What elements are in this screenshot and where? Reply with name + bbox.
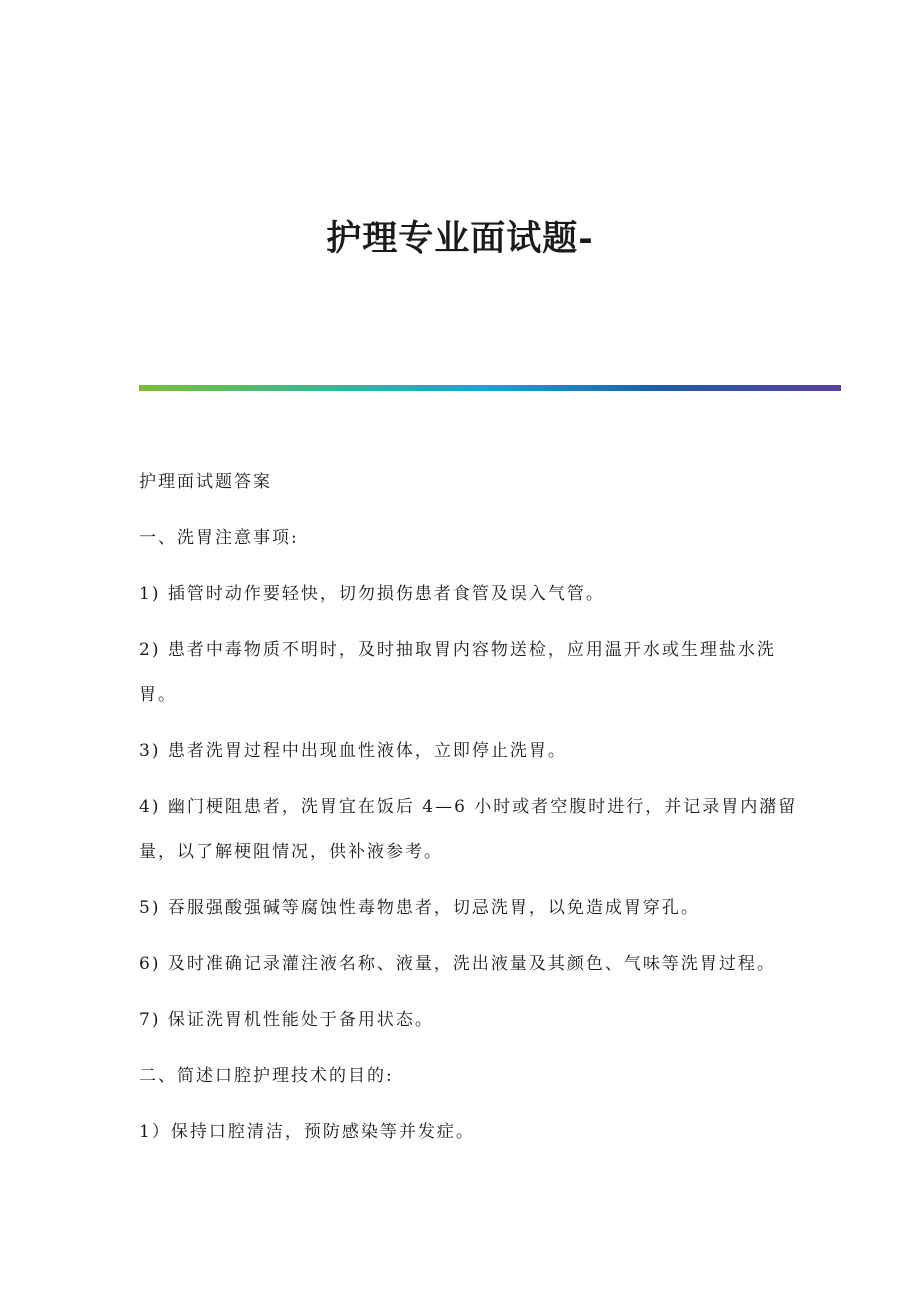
document-title: 护理专业面试题- [326, 218, 594, 259]
list-item: 7) 保证洗胃机性能处于备用状态。 [139, 1010, 434, 1030]
document-body [139, 468, 798, 1146]
section-heading: 二、简述口腔护理技术的目的: [139, 1066, 394, 1086]
list-item: 3) 患者洗胃过程中出现血性液体，立即停止洗胃。 [139, 741, 567, 761]
list-item: 1）保持口腔清洁，预防感染等并发症。 [139, 1122, 475, 1142]
list-item: 2) 患者中毒物质不明时，及时抽取胃内容物送检，应用温开水或生理盐水洗 [139, 640, 776, 660]
section-heading: 护理面试题答案 [139, 472, 272, 492]
list-item-continuation: 胃。 [139, 685, 177, 705]
list-item: 4) 幽门梗阻患者，洗胃宜在饭后 4—6 小时或者空腹时进行，并记录胃内潴留 [139, 797, 798, 817]
section-heading: 一、洗胃注意事项: [139, 528, 299, 548]
list-item: 5) 吞服强酸强碱等腐蚀性毒物患者，切忌洗胃，以免造成胃穿孔。 [139, 898, 700, 918]
list-item-continuation: 量，以了解梗阻情况，供补液参考。 [139, 842, 443, 862]
list-item: 1) 插管时动作要轻快，切勿损伤患者食管及误入气管。 [139, 584, 605, 604]
title-divider [139, 385, 841, 391]
list-item: 6) 及时准确记录灌注液名称、液量，洗出液量及其颜色、气味等洗胃过程。 [139, 954, 776, 974]
